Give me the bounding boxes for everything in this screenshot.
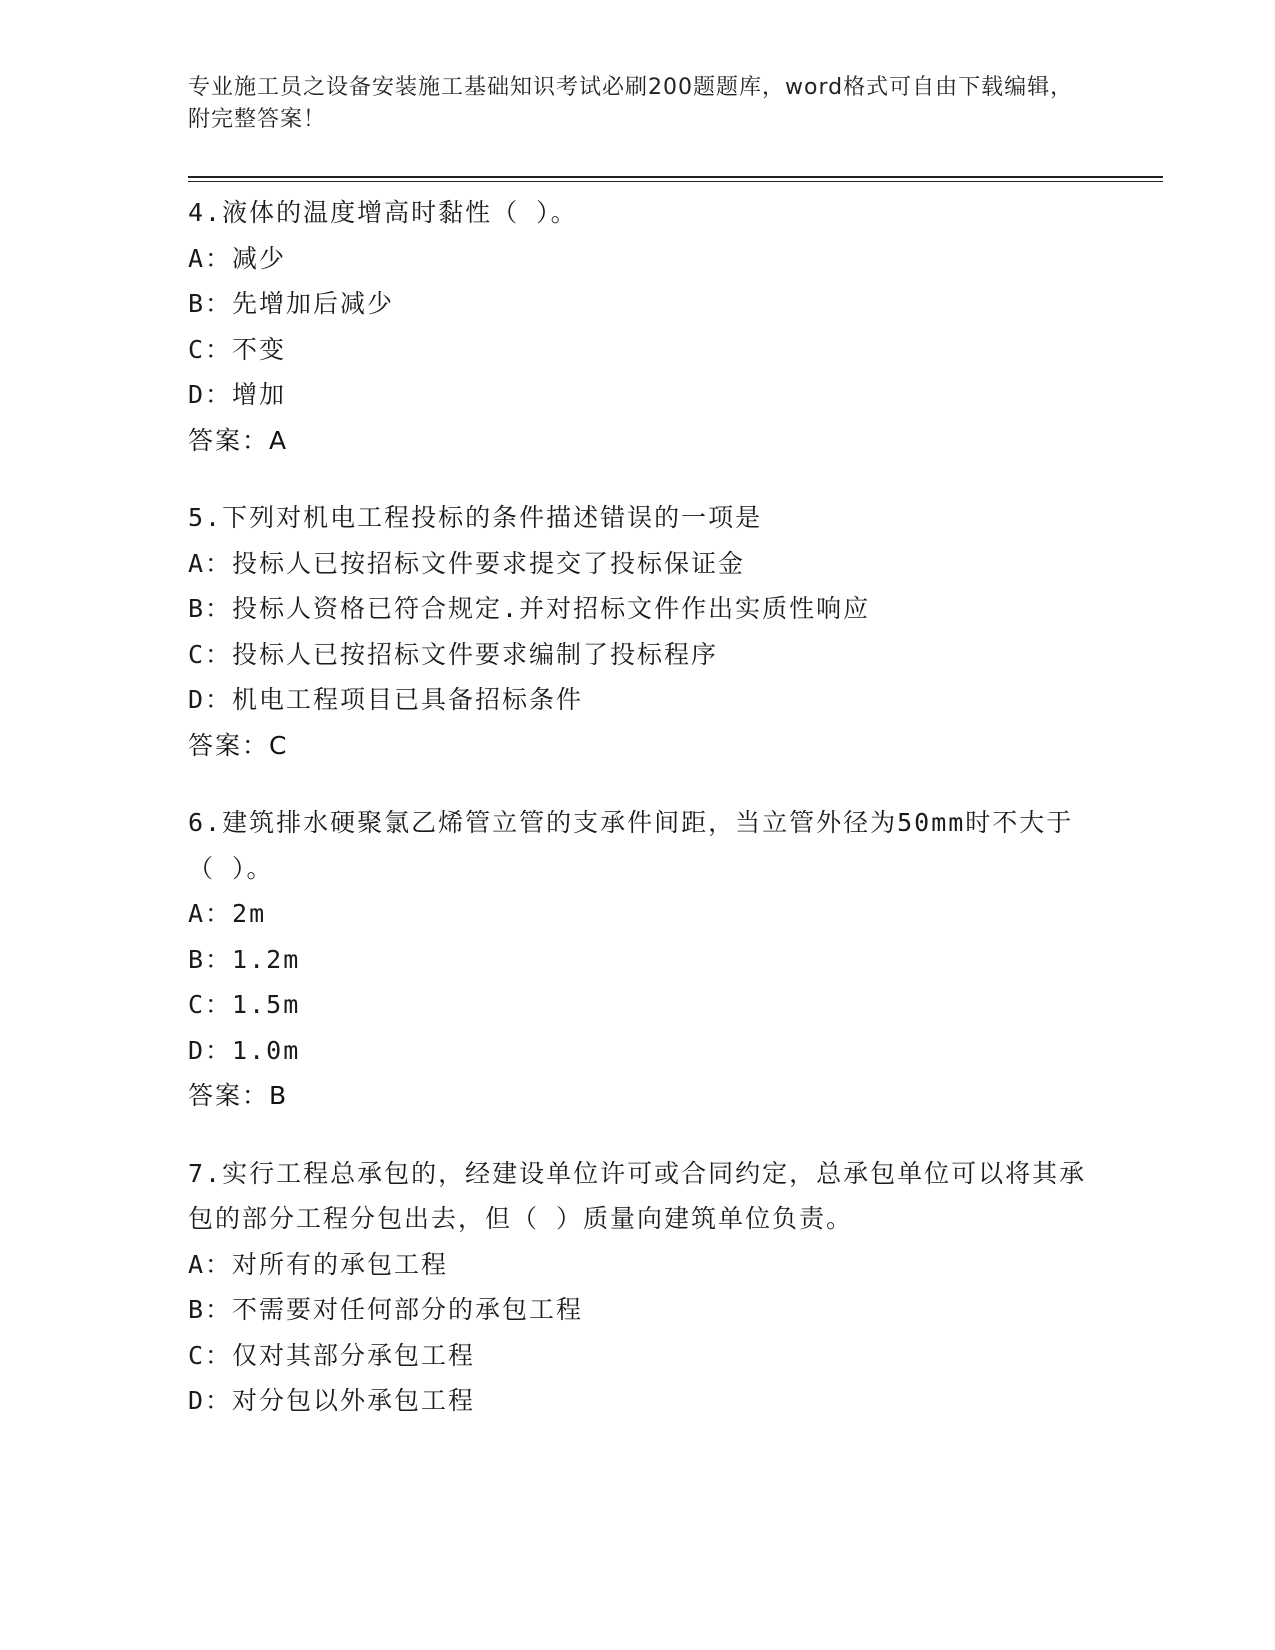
question-stem: 6.建筑排水硬聚氯乙烯管立管的支承件间距，当立管外径为50mm时不大于（ ）。: [188, 808, 1074, 883]
option-b: B：不需要对任何部分的承包工程: [188, 1295, 584, 1324]
option-c: C：1.5m: [188, 990, 301, 1019]
question-stem: 5.下列对机电工程投标的条件描述错误的一项是: [188, 503, 763, 532]
option-d: D：增加: [188, 380, 287, 409]
question-stem: 7.实行工程总承包的，经建设单位许可或合同约定，总承包单位可以将其承包的部分工程分包出去，但（ ）质量向建筑单位负责。: [188, 1158, 1087, 1233]
option-d: D：1.0m: [188, 1035, 301, 1065]
option-a: A：投标人已按招标文件要求提交了投标保证金: [188, 548, 746, 578]
question-4: [188, 190, 1088, 463]
option-c: C：不变: [188, 334, 287, 364]
option-b: B：1.2m: [188, 944, 301, 974]
page-header: [188, 72, 1088, 136]
option-a: A：对所有的承包工程: [188, 1249, 449, 1279]
option-d: D：对分包以外承包工程: [188, 1386, 476, 1415]
question-6: [188, 800, 1088, 1119]
answer: 答案：B: [188, 1081, 289, 1110]
option-c: C：仅对其部分承包工程: [188, 1340, 476, 1370]
answer: 答案：A: [188, 425, 289, 455]
question-list: [188, 190, 1088, 1456]
question-stem: 4.液体的温度增高时黏性（ ）。: [188, 198, 578, 227]
question-5: [188, 495, 1088, 768]
option-b: B：投标人资格已符合规定.并对招标文件作出实质性响应: [188, 594, 871, 623]
option-c: C：投标人已按招标文件要求编制了投标程序: [188, 639, 719, 669]
option-b: B：先增加后减少: [188, 289, 395, 318]
header-rule: [188, 176, 1163, 178]
question-7: [188, 1151, 1088, 1424]
option-a: A：2m: [188, 899, 267, 928]
answer: 答案：C: [188, 730, 289, 760]
option-d: D：机电工程项目已具备招标条件: [188, 685, 584, 714]
document-title: 专业施工员之设备安装施工基础知识考试必刷200题题库，word格式可自由下载编辑，附完整答案！: [188, 75, 1074, 132]
option-a: A：减少: [188, 243, 287, 273]
